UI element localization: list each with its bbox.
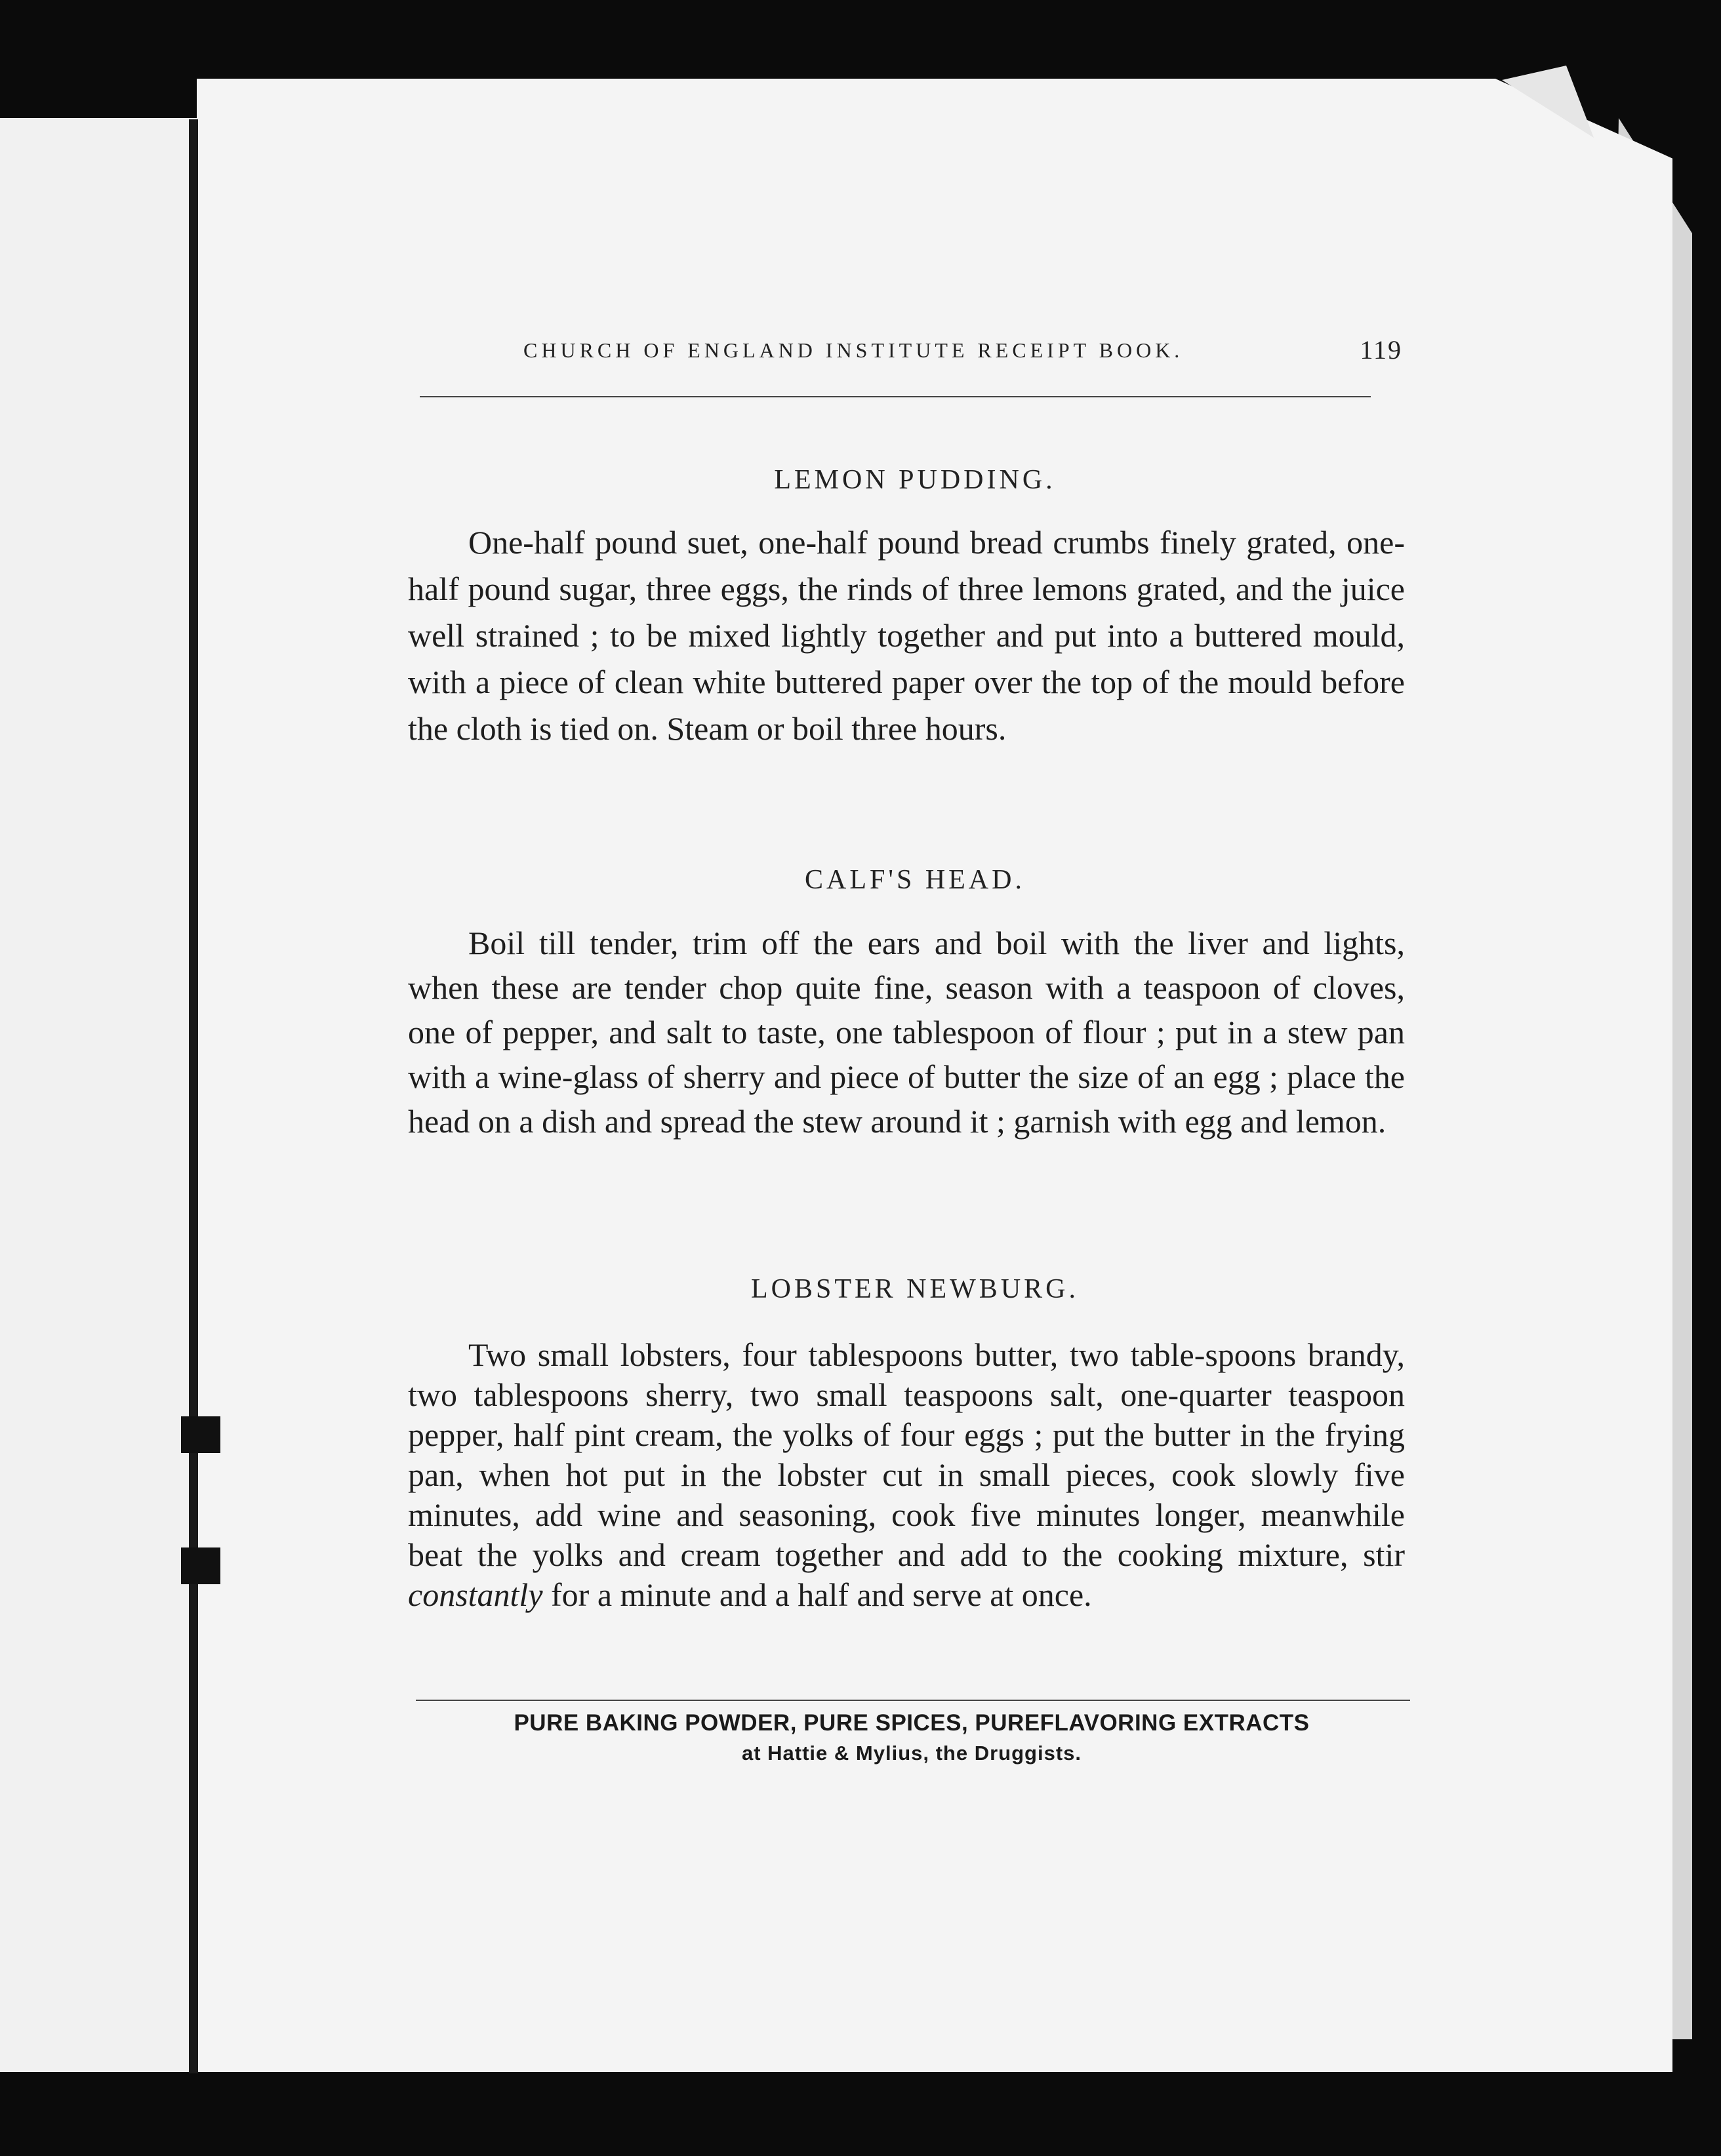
recipe-title-lobster-newburg: LOBSTER NEWBURG. xyxy=(751,1274,1079,1304)
running-head xyxy=(523,335,1402,371)
footer-line-1: PURE BAKING POWDER, PURE SPICES, PUREFLAVORING EXTRACTS xyxy=(514,1710,1310,1736)
recipe-text: for a minute and a half and serve at once. xyxy=(542,1576,1092,1613)
recipe-text: Two small lobsters, four tablespoons butter, two table-spoons brandy, two tablespoons sherry, two small teaspoons salt, one-quarter teaspoon pepper, half pint cream, the yolks of four eggs ; put the butter in the frying pan, when hot put in the lobster cut in small pieces, cook slowly five minutes, add wine and seasoning, cook five minutes longer, meanwhile beat the yolks and cream together and add to the cooking mixture, stir xyxy=(408,1336,1405,1573)
recipe-body-lemon-pudding: One-half pound suet, one-half pound bread crumbs finely grated, one-half pound sugar, three eggs, the rinds of three lemons grated, and the juice well strained ; to be mixed lightly together and put into a buttered mould, with a piece of clean white buttered paper over the top of the mould before the cloth is tied on. Steam or boil three hours. xyxy=(408,524,1405,747)
footer-line-2: at Hattie & Mylius, the Druggists. xyxy=(741,1742,1082,1765)
running-title: CHURCH OF ENGLAND INSTITUTE RECEIPT BOOK. xyxy=(523,338,1184,362)
binding-staple xyxy=(181,1547,220,1584)
recipe-title-calfs-head: CALF'S HEAD. xyxy=(805,865,1025,895)
recipe-body-calfs-head: Boil till tender, trim off the ears and boil with the liver and lights, when these are tender chop quite fine, season with a teaspoon of cloves, one of pepper, and salt to taste, one tablespoon of flour ; put in a stew pan with a wine-glass of sherry and piece of butter the size of an egg ; place the head on a dish and spread the stew around it ; garnish with egg and lemon. xyxy=(408,925,1405,1140)
footer-rule xyxy=(416,1700,1410,1701)
page-number: 119 xyxy=(1360,335,1402,365)
recipe-body-lobster-newburg xyxy=(408,1335,1405,1615)
binding-staple xyxy=(181,1416,220,1453)
header-rule xyxy=(420,396,1371,397)
left-page xyxy=(0,118,210,2072)
book-spine xyxy=(189,119,198,2073)
emphasized-text: constantly xyxy=(408,1576,543,1613)
advertisement-footer xyxy=(407,1710,1417,1765)
recipe-title-lemon-pudding: LEMON PUDDING. xyxy=(774,465,1056,495)
